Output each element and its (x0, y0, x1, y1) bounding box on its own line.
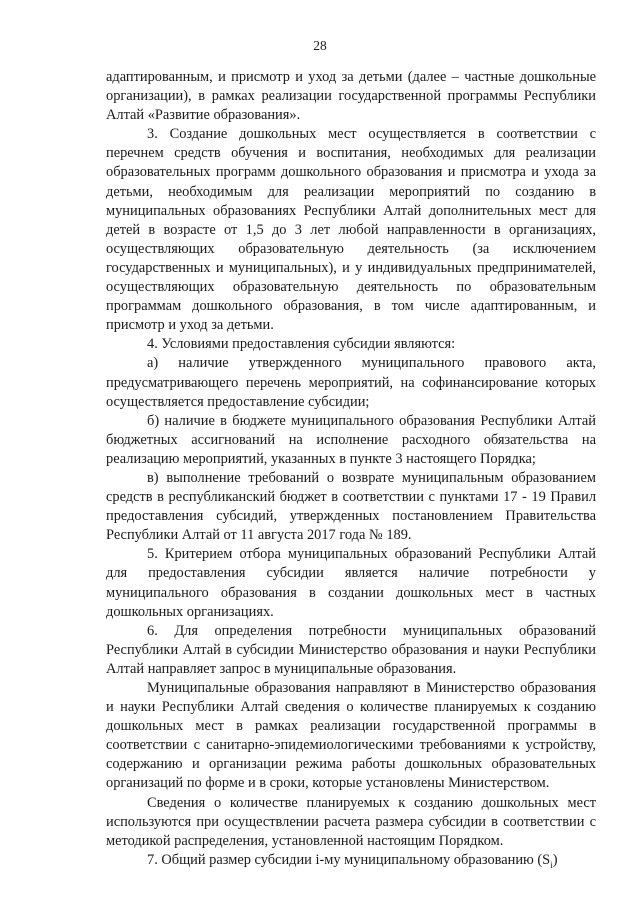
document-body (106, 68, 596, 870)
paragraph-item-4v: в) выполнение требований о возврате муниципальным образованием средств в республиканский бюджет в соответствии с пунктами 17 - 19 Правил предоставления субсидий, утвержденных постановлением Правительства Республики Алтай от 11 августа 2017 года № 189. (106, 469, 596, 544)
item-7-text: 7. Общий размер субсидии i-му муниципальному образованию (S (147, 851, 551, 868)
paragraph-continuation: адаптированным, и присмотр и уход за детьми (далее – частные дошкольные организации), в рамках реализации государственной программы Республики Алтай «Развитие образования». (106, 69, 596, 124)
page-number: 28 (313, 38, 327, 53)
subscript-i: i (550, 859, 553, 870)
paragraph-item-7 (106, 851, 596, 870)
paragraph-item-5: 5. Критерием отбора муниципальных образований Республики Алтай для предоставления субсидии является наличие потребности у муниципального образования в создании дошкольных мест в частных дошкольных организациях. (106, 546, 596, 620)
paragraph-item-3: 3. Создание дошкольных мест осуществляется в соответствии с перечнем средств обучения и воспитания, необходимых для реализации образовательных программ дошкольного образования и присмотра и ухода за детьми, необходимым для реализации мероприятий по созданию в муниципальных образованиях Республики Алтай дополнительных мест для детей в возрасте от 1,5 до 3 лет любой направленности в организациях, осуществляющих образовательную деятельность (за исключением государственных и муниципальных), и у индивидуальных предпринимателей, осуществляющих образовательную деятельность по образовательным программам дошкольного образования, в том числе адаптированным, и присмотр и уход за детьми. (106, 126, 596, 334)
paragraph-places-info: Сведения о количестве планируемых к созданию дошкольных мест используются при осуществлении расчета размера субсидии в соответствии с методикой распределения, установленной настоящим Порядком. (106, 794, 596, 849)
paragraph-item-4a: а) наличие утвержденного муниципального правового акта, предусматривающего перечень мероприятий, на софинансирование которых осуществляется предоставление субсидии; (106, 355, 596, 410)
closing-paren: ) (552, 851, 558, 868)
paragraph-municipal-submission: Муниципальные образования направляют в Министерство образования и науки Республики Алтай сведения о количестве планируемых к созданию дошкольных мест в рамках реализации государственной программы в соответствии с санитарно-эпидемиологическими требованиями к устройству, содержанию и организации режима работы дошкольных образовательных организаций по форме и в сроки, которые установлены Министерством. (106, 680, 596, 792)
paragraph-item-4: 4. Условиями предоставления субсидии являются: (147, 336, 456, 353)
paragraph-item-4b: б) наличие в бюджете муниципального образования Республики Алтай бюджетных ассигнований на исполнение расходного обязательства на реализацию мероприятий, указанных в пункте 3 настоящего Порядка; (106, 412, 596, 467)
paragraph-item-6: 6. Для определения потребности муниципальных образований Республики Алтай в субсидии Министерство образования и науки Республики Алтай направляет запрос в муниципальные образования. (106, 622, 596, 677)
